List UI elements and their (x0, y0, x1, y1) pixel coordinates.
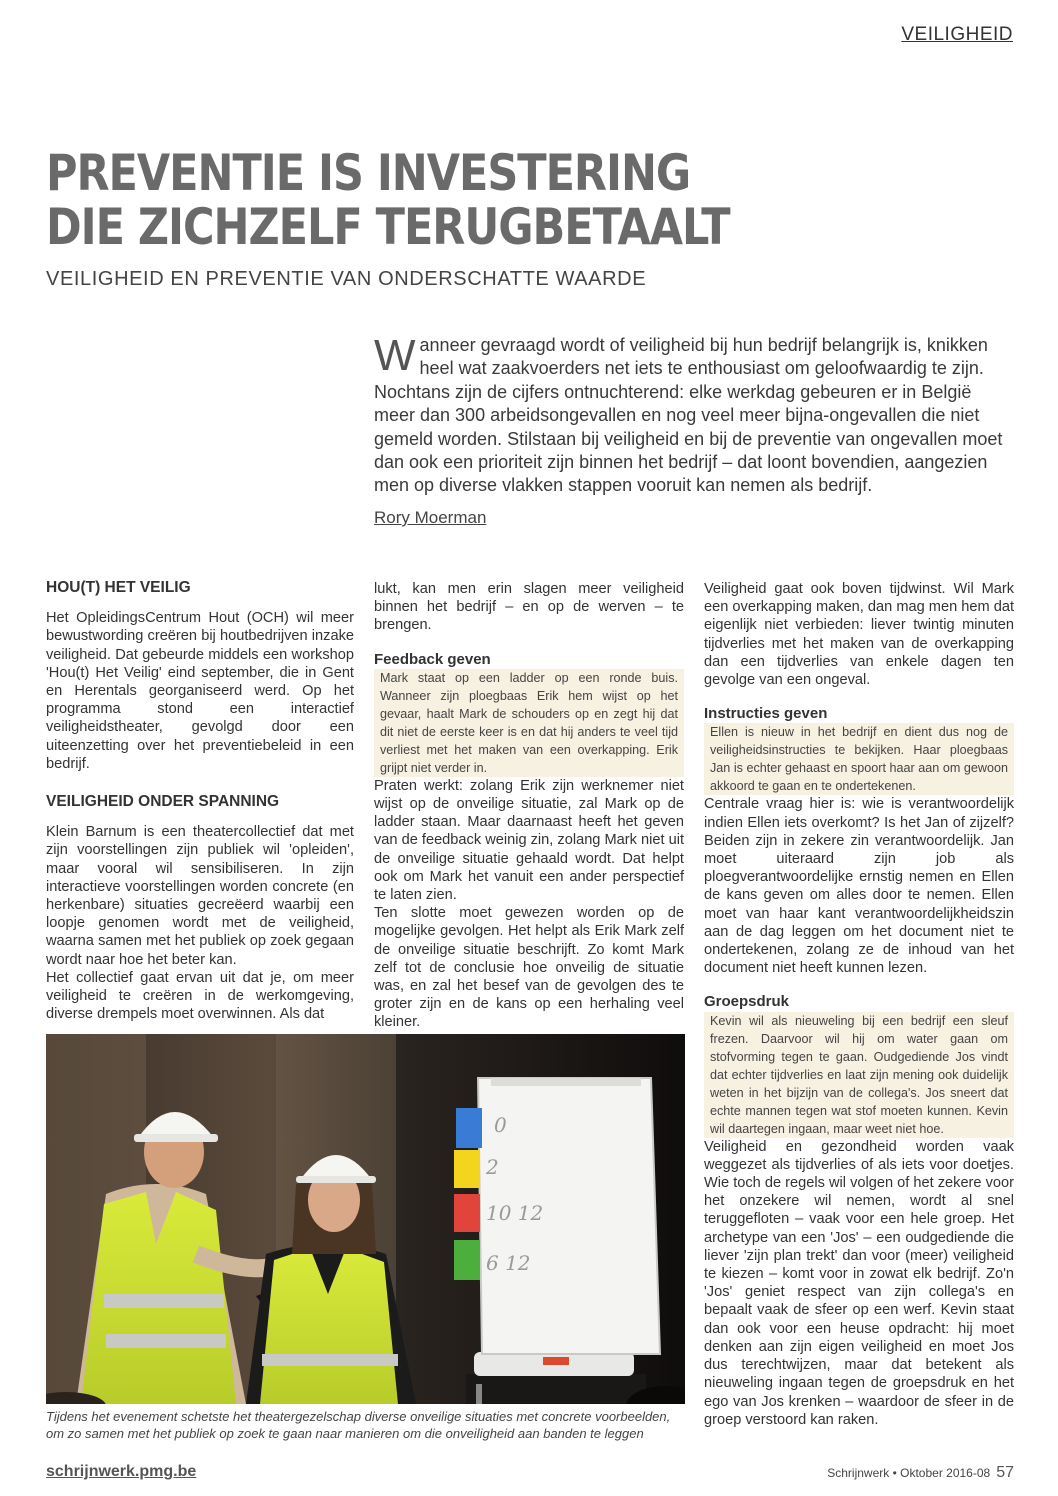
sticky-note-blue (456, 1108, 482, 1148)
heading-feedback-geven: Feedback geven (374, 650, 491, 668)
section-tag[interactable]: VEILIGHEID (901, 24, 1013, 45)
paragraph: Klein Barnum is een theatercollectief dat met zijn voorstellingen zijn publiek wil 'opleiden', maar vooral wil sensibiliseren. In zijn interactieve voorstellingen worden concrete (en herkenbare) situaties gecreëerd waarbij een loopje genomen wordt met de veiligheid, waarna samen met het publiek op zoek gegaan wordt naar hoe het beter kan. (46, 824, 354, 968)
paragraph: Het collectief gaat ervan uit dat je, om meer veiligheid te creëren in de werkomgeving, diverse drempels moet overwinnen. Als dat (46, 969, 354, 1023)
sticky-note-green (454, 1240, 480, 1280)
paragraph: Veiligheid en gezondheid worden vaak weggezet als tijdverlies of als iets voor doetjes. Wie toch de regels wil volgen of het zekere voor het onzekere wil nemen, wordt al snel teruggefloten – vaak voor een hele groep. Het archetype van een 'Jos' – een oudgediende die liever 'zijn plan trekt' dan voor (meer) veiligheid te kiezen – komt voor in zowat elk bedrijf. Zo'n 'Jos' geniet respect van zijn collega's en bepaalt vaak de sfeer op een werf. Kevin staat dan ook voor een heuse opdracht: hij moet denken aan zijn eigen veiligheid en moet Jos dus terechtwijzen, maar dat betekent als nieuweling ingaan tegen de groepsdruk en het ego van Jos krenken – waardoor de sfeer in de groep verstoord kan raken. (704, 1138, 1014, 1428)
flipchart-note: 6 12 (486, 1251, 531, 1275)
sticky-note-red (454, 1194, 480, 1232)
dropcap: W (374, 331, 416, 380)
subtitle: VEILIGHEID EN PREVENTIE VAN ONDERSCHATTE WAARDE (46, 268, 647, 290)
scenario-box-groepsdruk: Kevin wil als nieuweling bij een bedrijf een sleuf frezen. Daarvoor wil hij om water gaan om stofvorming tegen te gaan. Oudgediende Jos vindt dat echter tijdverlies en laat zijn mening ook duidelijk weten in het bijzijn van de collega's. Jos sneert dat echte mannen tegen wat stof moeten kunnen. Kevin wil daartegen ingaan, maar weet niet hoe. (704, 1012, 1014, 1138)
paragraph: Het OpleidingsCentrum Hout (OCH) wil meer bewustwording creëren bij houtbedrijven inzake veiligheid. Dat gebeurde middels een workshop 'Hou(t) Het Veilig' eind september, die in Gent en Herentals georganiseerd werd. Op het programma stond een interactief veiligheidstheater, gevolgd door een uiteenzetting over het preventiebeleid in een bedrijf. (46, 610, 354, 772)
heading-hout-het-veilig: HOU(T) HET VEILIG (46, 579, 191, 596)
paragraph: Veiligheid gaat ook boven tijdwinst. Wil Mark een overkapping maken, dan mag men hem dat eigenlijk niet verbieden: liever twintig minuten tijdverlies met het maken van de overkapping dan een tijdverlies van enkele dagen ten gevolge van een ongeval. (704, 581, 1014, 689)
headline-line-1: PREVENTIE IS INVESTERING (46, 144, 691, 202)
scenario-box-instructies: Ellen is nieuw in het bedrijf en dient dus nog de veiligheidsinstructies te bekijken. Haar ploegbaas Jan is echter gehaast en spoort haar aan om gewoon akkoord te gaan en te ondertekenen. (704, 723, 1014, 795)
paragraph: Praten werkt: zolang Erik zijn werknemer niet wijst op de onveilige situatie, zal Mark op de ladder staan. Maar daarnaast heeft het geven van de feedback weinig zin, zolang Mark niet uit de onveilige situatie gehaald wordt. Dat helpt ook om Mark het vanuit een ander perspectief te laten zien. (374, 777, 684, 904)
column-2 (374, 580, 684, 1032)
intro-paragraph (374, 331, 1014, 498)
headline-line-2: DIE ZICHZELF TERUGBETAALT (46, 198, 730, 256)
paragraph: Ten slotte moet gewezen worden op de mogelijke gevolgen. Het helpt als Erik Mark zelf de onveilige situatie beschrijft. Zo komt Mark zelf tot de conclusie hoe onveilig de situatie was, en zal het besef van de gevolgen des te groter zijn en de kans op een herhaling veel kleiner. (374, 905, 684, 1031)
issue-label: Schrijnwerk • Oktober 2016-08 (827, 1466, 991, 1480)
paragraph: lukt, kan men erin slagen meer veiligheid binnen het bedrijf – en op de werven – te brengen. (374, 581, 684, 634)
intro-text: anneer gevraagd wordt of veiligheid bij hun bedrijf belangrijk is, knikken heel wat zaakvoerders net iets te enthousiast om geloofwaardig te zijn. Nochtans zijn de cijfers ontnuchterend: elke werkdag gebeuren er in België meer dan 300 arbeidsongevallen en nog veel meer bijna-ongevallen die niet gemeld worden. Stilstaan bij veiligheid en bij de preventie van ongevallen moet dan ook een prioriteit zijn binnen het bedrijf – dat loont bovendien, aangezien men op diverse vlakken stappen vooruit kan nemen als bedrijf. (374, 335, 1003, 496)
heading-instructies-geven: Instructies geven (704, 705, 828, 723)
flipchart-note: 10 12 (486, 1201, 544, 1225)
headline (46, 144, 730, 256)
column-1 (46, 579, 354, 1023)
column-3 (704, 580, 1014, 1429)
flipchart-note: 2 (486, 1155, 499, 1179)
author-link[interactable]: Rory Moerman (374, 508, 487, 527)
page-number: 57 (996, 1464, 1014, 1481)
footer-website-link[interactable]: schrijnwerk.pmg.be (46, 1463, 197, 1480)
event-photo (46, 1034, 685, 1404)
flipchart-note: 0 (494, 1113, 507, 1137)
photo-caption: Tijdens het evenement schetste het theatergezelschap diverse onveilige situaties met concrete voorbeelden, om zo samen met het publiek op zoek te gaan naar manieren om die onveiligheid aan banden te leggen (46, 1409, 671, 1441)
paragraph: Centrale vraag hier is: wie is verantwoordelijk indien Ellen iets overkomt? Is het Jan of zijzelf? Beiden zijn in zekere zin verantwoordelijk. Jan moet uiteraard zijn job als ploegverantwoordelijke ernstig nemen en Ellen de kans geven om alles door te nemen. Ellen moet van haar kant verantwoordelijkheidszin aan de dag leggen om het document niet te ondertekenen, zolang ze de inhoud van het document niet heeft kunnen lezen. (704, 796, 1014, 977)
sticky-note-yellow (454, 1150, 480, 1188)
scenario-box-feedback: Mark staat op een ladder op een ronde buis. Wanneer zijn ploegbaas Erik hem wijst op het gevaar, haalt Mark de schouders op en zegt hij dat dit niet de eerste keer is en dat hij anders te veel tijd verliest met het maken van een overkapping. Erik grijpt niet verder in. (374, 669, 684, 777)
heading-groepsdruk: Groepsdruk (704, 993, 790, 1011)
heading-veiligheid-onder-spanning: VEILIGHEID ONDER SPANNING (46, 793, 280, 811)
footer-issue-info (827, 1464, 1014, 1482)
